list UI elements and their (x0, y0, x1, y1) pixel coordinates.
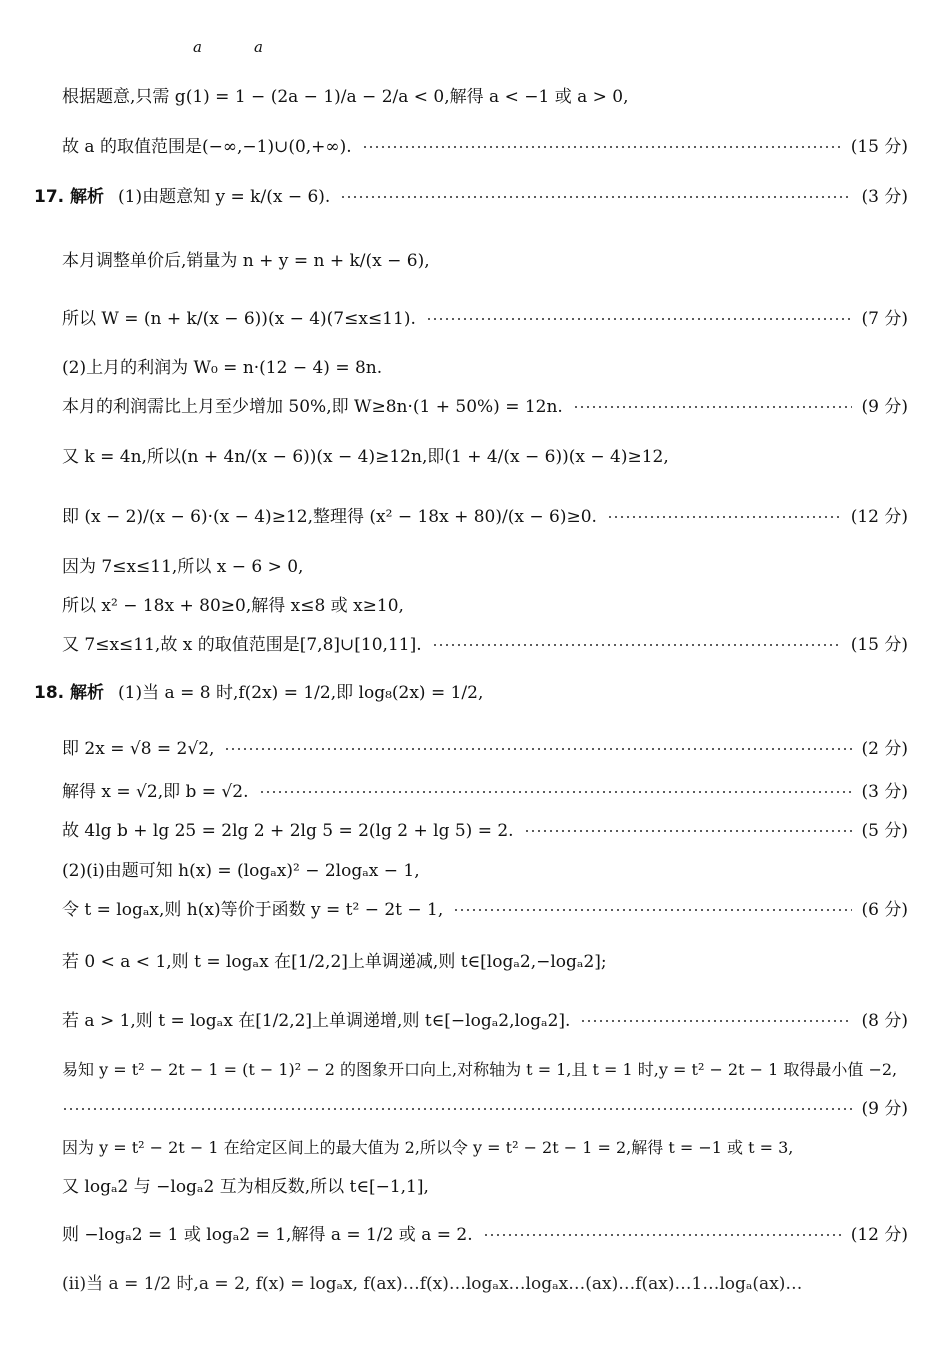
solution-line: 即 2x = √8 = 2√2, (2 分) (62, 739, 908, 759)
solution-line: 本月调整单价后,销量为 n + y = n + k/(x − 6), (62, 251, 430, 271)
solution-line: 故 4lg b + lg 25 = 2lg 2 + 2lg 5 = 2(lg 2 + lg 5) = 2. (5 分) (62, 821, 908, 841)
score-label: (2 分) (861, 739, 908, 759)
solution-line: 所以 x² − 18x + 80≥0,解得 x≤8 或 x≥10, (62, 596, 404, 616)
top-fragment-a1: a (193, 38, 202, 56)
problem-18-header: 18. 解析 (1)当 a = 8 时,f(2x) = 1/2,即 log₈(2x) = 1/2, (34, 683, 484, 703)
dot-leader (453, 909, 851, 911)
solution-line: 故 a 的取值范围是(−∞,−1)∪(0,+∞). (15 分) (62, 137, 908, 157)
score-label: (8 分) (861, 1011, 908, 1031)
dot-leader (426, 318, 852, 320)
solution-line: 又 logₐ2 与 −logₐ2 互为相反数,所以 t∈[−1,1], (62, 1177, 429, 1197)
score-label: (12 分) (850, 1225, 908, 1245)
solution-line: 根据题意,只需 g(1) = 1 − (2a − 1)/a − 2/a < 0,解得 a < −1 或 a > 0, (62, 87, 629, 107)
solution-line: 令 t = logₐx,则 h(x)等价于函数 y = t² − 2t − 1, (6 分) (62, 900, 908, 920)
top-fragment-a2: a (254, 38, 263, 56)
score-label: (9 分) (861, 1099, 908, 1119)
dot-leader (432, 644, 841, 646)
problem-number: 17. 解析 (34, 187, 105, 207)
score-label: (15 分) (850, 635, 908, 655)
solution-line: 解得 x = √2,即 b = √2. (3 分) (62, 782, 908, 802)
dot-leader (483, 1234, 841, 1236)
score-label: (3 分) (861, 782, 908, 802)
solution-line: 即 (x − 2)/(x − 6)·(x − 4)≥12,整理得 (x² − 18x + 80)/(x − 6)≥0. (12 分) (62, 507, 908, 527)
solution-line (62, 1098, 908, 1120)
problem-number: 18. 解析 (34, 683, 105, 703)
score-label: (5 分) (861, 821, 908, 841)
solution-line: 所以 W = (n + k/(x − 6))(x − 4)(7≤x≤11). (7 分) (62, 309, 908, 329)
solution-line: 若 0 < a < 1,则 t = logₐx 在[1/2,2]上单调递减,则 t∈[logₐ2,−logₐ2]; (62, 952, 607, 972)
cut-off-line: (ⅱ)当 a = 1/2 时,a = 2, f(x) = logₐx, f(ax)…f(x)…logₐx…logₐx…(ax)…f(ax)…1…logₐ(ax)… (62, 1274, 803, 1294)
dot-leader (62, 1108, 852, 1110)
problem-17-header: 17. 解析 (1)由题意知 y = k/(x − 6). (3 分) (34, 187, 908, 207)
solution-line: 又 k = 4n,所以(n + 4n/(x − 6))(x − 4)≥12n,即(1 + 4/(x − 6))(x − 4)≥12, (62, 447, 669, 467)
dot-leader (580, 1020, 851, 1022)
dot-leader (259, 791, 852, 793)
dot-leader (573, 406, 852, 408)
dot-leader (607, 516, 841, 518)
solution-line: 本月的利润需比上月至少增加 50%,即 W≥8n·(1 + 50%) = 12n. (9 分) (62, 397, 908, 417)
score-label: (12 分) (850, 507, 908, 527)
score-label: (6 分) (861, 900, 908, 920)
dot-leader (362, 146, 841, 148)
score-label: (9 分) (861, 397, 908, 417)
solution-line: 若 a > 1,则 t = logₐx 在[1/2,2]上单调递增,则 t∈[−logₐ2,logₐ2]. (8 分) (62, 1011, 908, 1031)
dot-leader (340, 196, 851, 198)
dot-leader (224, 748, 851, 750)
score-label: (3 分) (861, 187, 908, 207)
solution-line: (2)上月的利润为 W₀ = n·(12 − 4) = 8n. (62, 358, 383, 378)
solution-line: 因为 7≤x≤11,所以 x − 6 > 0, (62, 557, 304, 577)
solution-line: 则 −logₐ2 = 1 或 logₐ2 = 1,解得 a = 1/2 或 a = 2. (12 分) (62, 1225, 908, 1245)
solution-line: 易知 y = t² − 2t − 1 = (t − 1)² − 2 的图象开口向上,对称轴为 t = 1,且 t = 1 时,y = t² − 2t − 1 取得最小值 −2, (62, 1060, 898, 1079)
dot-leader (524, 830, 852, 832)
solution-line: 又 7≤x≤11,故 x 的取值范围是[7,8]∪[10,11]. (15 分) (62, 635, 908, 655)
score-label: (7 分) (861, 309, 908, 329)
score-label: (15 分) (850, 137, 908, 157)
solution-line: (2)(ⅰ)由题可知 h(x) = (logₐx)² − 2logₐx − 1, (62, 861, 420, 881)
solution-line: 因为 y = t² − 2t − 1 在给定区间上的最大值为 2,所以令 y = t² − 2t − 1 = 2,解得 t = −1 或 t = 3, (62, 1138, 794, 1157)
